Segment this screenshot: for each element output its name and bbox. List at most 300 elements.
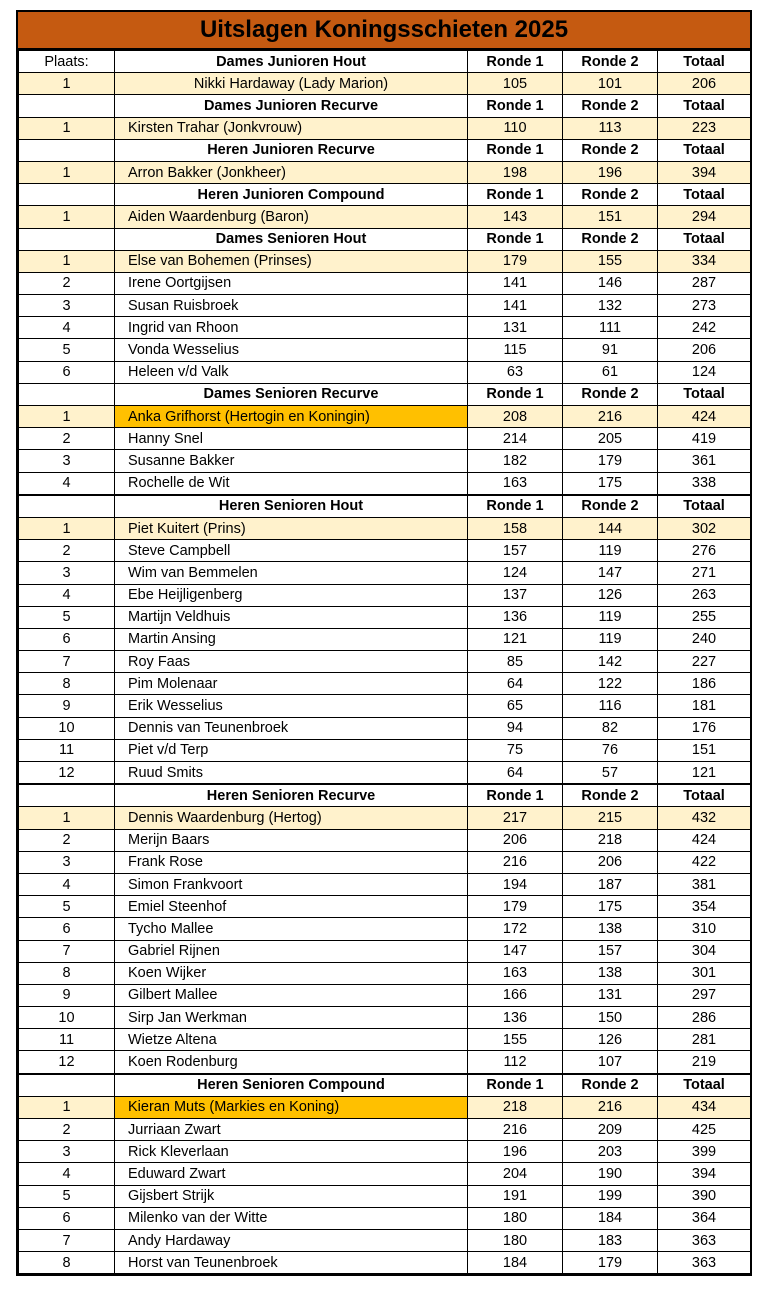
- round-2-score: 215: [563, 807, 658, 829]
- table-row: [19, 361, 751, 383]
- total-score: 240: [658, 628, 751, 650]
- table-row: [19, 984, 751, 1006]
- archer-name-cell: Ebe Heijligenberg: [115, 584, 468, 606]
- round-1-header: Ronde 1: [468, 95, 563, 117]
- round-2-score: 138: [563, 918, 658, 940]
- round-2-score: 203: [563, 1141, 658, 1163]
- category-header-row: [19, 495, 751, 518]
- place-cell: 11: [19, 739, 115, 761]
- table-row: [19, 1163, 751, 1185]
- round-2-header: Ronde 2: [563, 495, 658, 518]
- round-2-score: 183: [563, 1229, 658, 1251]
- round-2-score: 175: [563, 472, 658, 495]
- place-cell: 3: [19, 562, 115, 584]
- table-row: [19, 1007, 751, 1029]
- place-cell: 12: [19, 1051, 115, 1074]
- place-cell: 7: [19, 940, 115, 962]
- total-header: Totaal: [658, 95, 751, 117]
- total-score: 297: [658, 984, 751, 1006]
- place-cell: 1: [19, 1096, 115, 1118]
- place-cell: 5: [19, 1185, 115, 1207]
- table-row: [19, 628, 751, 650]
- round-2-score: 111: [563, 317, 658, 339]
- round-2-score: 218: [563, 829, 658, 851]
- total-score: 124: [658, 361, 751, 383]
- round-2-score: 131: [563, 984, 658, 1006]
- table-row: [19, 1207, 751, 1229]
- round-2-score: 126: [563, 584, 658, 606]
- total-score: 363: [658, 1252, 751, 1274]
- archer-name-cell: Frank Rose: [115, 851, 468, 873]
- archer-name-cell: Piet v/d Terp: [115, 739, 468, 761]
- empty-cell: [19, 184, 115, 206]
- round-1-score: 179: [468, 250, 563, 272]
- total-score: 263: [658, 584, 751, 606]
- round-1-score: 217: [468, 807, 563, 829]
- total-score: 276: [658, 540, 751, 562]
- total-score: 432: [658, 807, 751, 829]
- round-1-header: Ronde 1: [468, 184, 563, 206]
- total-score: 286: [658, 1007, 751, 1029]
- results-sheet: [16, 10, 752, 1276]
- archer-name-cell: Susan Ruisbroek: [115, 295, 468, 317]
- round-2-score: 190: [563, 1163, 658, 1185]
- category-header-row: [19, 784, 751, 807]
- table-row: [19, 762, 751, 785]
- round-1-score: 214: [468, 428, 563, 450]
- round-2-score: 76: [563, 739, 658, 761]
- table-row: [19, 606, 751, 628]
- winner-row: [19, 406, 751, 428]
- round-1-header: Ronde 1: [468, 784, 563, 807]
- archer-name-cell: Rochelle de Wit: [115, 472, 468, 495]
- round-1-header: Ronde 1: [468, 51, 563, 73]
- category-header-row: [19, 228, 751, 250]
- total-header: Totaal: [658, 51, 751, 73]
- total-score: 302: [658, 517, 751, 539]
- archer-name-cell: Sirp Jan Werkman: [115, 1007, 468, 1029]
- total-header: Totaal: [658, 495, 751, 518]
- total-score: 294: [658, 206, 751, 228]
- total-score: 334: [658, 250, 751, 272]
- total-score: 399: [658, 1141, 751, 1163]
- table-row: [19, 940, 751, 962]
- round-1-score: 112: [468, 1051, 563, 1074]
- category-header-row: [19, 95, 751, 117]
- empty-cell: [19, 383, 115, 405]
- round-1-score: 94: [468, 717, 563, 739]
- round-2-score: 91: [563, 339, 658, 361]
- round-2-score: 179: [563, 450, 658, 472]
- total-score: 310: [658, 918, 751, 940]
- table-row: [19, 1229, 751, 1251]
- place-cell: 4: [19, 1163, 115, 1185]
- archer-name-cell: Dennis Waardenburg (Hertog): [115, 807, 468, 829]
- round-1-score: 63: [468, 361, 563, 383]
- round-1-score: 216: [468, 1119, 563, 1141]
- round-1-score: 115: [468, 339, 563, 361]
- round-2-score: 101: [563, 73, 658, 95]
- table-row: [19, 873, 751, 895]
- round-1-score: 85: [468, 651, 563, 673]
- round-1-score: 166: [468, 984, 563, 1006]
- round-1-score: 137: [468, 584, 563, 606]
- table-row: [19, 472, 751, 495]
- table-row: [19, 272, 751, 294]
- winner-row: [19, 206, 751, 228]
- archer-name-cell: Wietze Altena: [115, 1029, 468, 1051]
- round-1-score: 64: [468, 673, 563, 695]
- archer-name-cell: Emiel Steenhof: [115, 896, 468, 918]
- category-header-row: [19, 184, 751, 206]
- archer-name-cell: Heleen v/d Valk: [115, 361, 468, 383]
- category-header-row: [19, 51, 751, 73]
- category-header-row: [19, 139, 751, 161]
- archer-name-cell: Simon Frankvoort: [115, 873, 468, 895]
- round-1-score: 155: [468, 1029, 563, 1051]
- round-2-score: 155: [563, 250, 658, 272]
- round-2-score: 184: [563, 1207, 658, 1229]
- total-score: 338: [658, 472, 751, 495]
- total-score: 361: [658, 450, 751, 472]
- place-cell: 5: [19, 606, 115, 628]
- round-1-score: 136: [468, 606, 563, 628]
- table-row: [19, 540, 751, 562]
- total-header: Totaal: [658, 139, 751, 161]
- archer-name-cell: Piet Kuitert (Prins): [115, 517, 468, 539]
- round-2-score: 175: [563, 896, 658, 918]
- archer-name-cell: Eduward Zwart: [115, 1163, 468, 1185]
- place-cell: 7: [19, 651, 115, 673]
- winner-row: [19, 117, 751, 139]
- place-cell: 9: [19, 984, 115, 1006]
- table-row: [19, 1141, 751, 1163]
- round-1-score: 121: [468, 628, 563, 650]
- total-score: 364: [658, 1207, 751, 1229]
- round-2-header: Ronde 2: [563, 95, 658, 117]
- empty-cell: [19, 784, 115, 807]
- total-header: Totaal: [658, 383, 751, 405]
- round-2-score: 82: [563, 717, 658, 739]
- round-2-score: 206: [563, 851, 658, 873]
- round-2-score: 61: [563, 361, 658, 383]
- place-cell: 1: [19, 406, 115, 428]
- total-score: 206: [658, 73, 751, 95]
- total-score: 304: [658, 940, 751, 962]
- round-1-score: 64: [468, 762, 563, 785]
- round-1-score: 131: [468, 317, 563, 339]
- total-header: Totaal: [658, 1074, 751, 1097]
- round-2-header: Ronde 2: [563, 1074, 658, 1097]
- winner-row: [19, 250, 751, 272]
- total-score: 273: [658, 295, 751, 317]
- round-1-score: 198: [468, 161, 563, 183]
- archer-name-cell: Kieran Muts (Markies en Koning): [115, 1096, 468, 1118]
- archer-name-cell: Arron Bakker (Jonkheer): [115, 161, 468, 183]
- round-1-score: 208: [468, 406, 563, 428]
- category-title: Dames Senioren Hout: [115, 228, 468, 250]
- place-cell: 12: [19, 762, 115, 785]
- total-score: 363: [658, 1229, 751, 1251]
- round-2-score: 179: [563, 1252, 658, 1274]
- place-cell: 4: [19, 873, 115, 895]
- empty-cell: [19, 495, 115, 518]
- round-1-header: Ronde 1: [468, 139, 563, 161]
- total-score: 381: [658, 873, 751, 895]
- total-score: 151: [658, 739, 751, 761]
- round-2-score: 151: [563, 206, 658, 228]
- archer-name-cell: Roy Faas: [115, 651, 468, 673]
- round-1-score: 206: [468, 829, 563, 851]
- archer-name-cell: Martijn Veldhuis: [115, 606, 468, 628]
- archer-name-cell: Ruud Smits: [115, 762, 468, 785]
- place-column-header: Plaats:: [19, 51, 115, 73]
- empty-cell: [19, 139, 115, 161]
- archer-name-cell: Ingrid van Rhoon: [115, 317, 468, 339]
- archer-name-cell: Irene Oortgijsen: [115, 272, 468, 294]
- round-2-score: 138: [563, 962, 658, 984]
- total-score: 242: [658, 317, 751, 339]
- round-2-score: 119: [563, 628, 658, 650]
- results-body: [19, 51, 751, 1274]
- round-2-header: Ronde 2: [563, 184, 658, 206]
- round-1-score: 105: [468, 73, 563, 95]
- round-1-score: 179: [468, 896, 563, 918]
- table-row: [19, 1252, 751, 1274]
- round-2-score: 119: [563, 540, 658, 562]
- archer-name-cell: Aiden Waardenburg (Baron): [115, 206, 468, 228]
- round-1-header: Ronde 1: [468, 1074, 563, 1097]
- round-1-score: 194: [468, 873, 563, 895]
- round-2-score: 147: [563, 562, 658, 584]
- table-row: [19, 1185, 751, 1207]
- archer-name-cell: Gilbert Mallee: [115, 984, 468, 1006]
- place-cell: 1: [19, 206, 115, 228]
- total-score: 206: [658, 339, 751, 361]
- round-2-score: 107: [563, 1051, 658, 1074]
- category-header-row: [19, 383, 751, 405]
- table-row: [19, 1119, 751, 1141]
- round-2-header: Ronde 2: [563, 51, 658, 73]
- page-title: Uitslagen Koningsschieten 2025: [18, 12, 750, 50]
- winner-row: [19, 807, 751, 829]
- round-1-score: 182: [468, 450, 563, 472]
- category-title: Heren Senioren Compound: [115, 1074, 468, 1097]
- table-row: [19, 1051, 751, 1074]
- total-header: Totaal: [658, 184, 751, 206]
- round-1-score: 180: [468, 1229, 563, 1251]
- archer-name-cell: Milenko van der Witte: [115, 1207, 468, 1229]
- place-cell: 6: [19, 628, 115, 650]
- total-score: 434: [658, 1096, 751, 1118]
- results-table: [18, 50, 751, 1274]
- round-1-score: 110: [468, 117, 563, 139]
- round-1-score: 136: [468, 1007, 563, 1029]
- round-1-score: 191: [468, 1185, 563, 1207]
- place-cell: 10: [19, 1007, 115, 1029]
- category-title: Dames Senioren Recurve: [115, 383, 468, 405]
- archer-name-cell: Kirsten Trahar (Jonkvrouw): [115, 117, 468, 139]
- place-cell: 1: [19, 161, 115, 183]
- archer-name-cell: Hanny Snel: [115, 428, 468, 450]
- place-cell: 2: [19, 272, 115, 294]
- round-2-score: 146: [563, 272, 658, 294]
- round-2-score: 126: [563, 1029, 658, 1051]
- place-cell: 4: [19, 584, 115, 606]
- place-cell: 1: [19, 73, 115, 95]
- round-2-header: Ronde 2: [563, 228, 658, 250]
- archer-name-cell: Pim Molenaar: [115, 673, 468, 695]
- category-title: Heren Senioren Hout: [115, 495, 468, 518]
- round-1-score: 143: [468, 206, 563, 228]
- total-score: 424: [658, 406, 751, 428]
- place-cell: 9: [19, 695, 115, 717]
- total-score: 390: [658, 1185, 751, 1207]
- place-cell: 7: [19, 1229, 115, 1251]
- place-cell: 2: [19, 829, 115, 851]
- round-1-score: 163: [468, 962, 563, 984]
- round-2-score: 216: [563, 1096, 658, 1118]
- table-row: [19, 584, 751, 606]
- round-1-score: 141: [468, 295, 563, 317]
- total-score: 394: [658, 161, 751, 183]
- archer-name-cell: Rick Kleverlaan: [115, 1141, 468, 1163]
- round-1-score: 124: [468, 562, 563, 584]
- place-cell: 5: [19, 896, 115, 918]
- round-1-score: 163: [468, 472, 563, 495]
- total-score: 121: [658, 762, 751, 785]
- place-cell: 2: [19, 540, 115, 562]
- place-cell: 6: [19, 361, 115, 383]
- category-title: Heren Junioren Recurve: [115, 139, 468, 161]
- table-row: [19, 896, 751, 918]
- place-cell: 1: [19, 250, 115, 272]
- round-2-header: Ronde 2: [563, 784, 658, 807]
- archer-name-cell: Dennis van Teunenbroek: [115, 717, 468, 739]
- place-cell: 2: [19, 428, 115, 450]
- archer-name-cell: Andy Hardaway: [115, 1229, 468, 1251]
- round-1-score: 204: [468, 1163, 563, 1185]
- place-cell: 3: [19, 1141, 115, 1163]
- round-2-score: 144: [563, 517, 658, 539]
- round-1-header: Ronde 1: [468, 228, 563, 250]
- round-2-score: 187: [563, 873, 658, 895]
- round-1-score: 158: [468, 517, 563, 539]
- place-cell: 8: [19, 673, 115, 695]
- round-2-score: 57: [563, 762, 658, 785]
- place-cell: 3: [19, 851, 115, 873]
- place-cell: 6: [19, 1207, 115, 1229]
- round-2-score: 216: [563, 406, 658, 428]
- empty-cell: [19, 1074, 115, 1097]
- round-2-score: 199: [563, 1185, 658, 1207]
- place-cell: 11: [19, 1029, 115, 1051]
- round-2-score: 132: [563, 295, 658, 317]
- winner-row: [19, 73, 751, 95]
- total-header: Totaal: [658, 228, 751, 250]
- total-score: 419: [658, 428, 751, 450]
- total-score: 424: [658, 829, 751, 851]
- place-cell: 4: [19, 317, 115, 339]
- category-header-row: [19, 1074, 751, 1097]
- round-1-score: 75: [468, 739, 563, 761]
- round-1-header: Ronde 1: [468, 495, 563, 518]
- winner-row: [19, 1096, 751, 1118]
- round-2-score: 142: [563, 651, 658, 673]
- place-cell: 3: [19, 295, 115, 317]
- round-1-score: 184: [468, 1252, 563, 1274]
- category-title: Dames Junioren Recurve: [115, 95, 468, 117]
- winner-row: [19, 517, 751, 539]
- table-row: [19, 851, 751, 873]
- archer-name-cell: Tycho Mallee: [115, 918, 468, 940]
- place-cell: 4: [19, 472, 115, 495]
- table-row: [19, 562, 751, 584]
- archer-name-cell: Gijsbert Strijk: [115, 1185, 468, 1207]
- table-row: [19, 962, 751, 984]
- archer-name-cell: Martin Ansing: [115, 628, 468, 650]
- round-2-score: 157: [563, 940, 658, 962]
- round-1-score: 157: [468, 540, 563, 562]
- archer-name-cell: Koen Rodenburg: [115, 1051, 468, 1074]
- archer-name-cell: Koen Wijker: [115, 962, 468, 984]
- place-cell: 1: [19, 117, 115, 139]
- total-score: 219: [658, 1051, 751, 1074]
- table-row: [19, 450, 751, 472]
- place-cell: 8: [19, 1252, 115, 1274]
- round-1-score: 216: [468, 851, 563, 873]
- total-score: 186: [658, 673, 751, 695]
- round-1-score: 172: [468, 918, 563, 940]
- category-title: Heren Junioren Compound: [115, 184, 468, 206]
- place-cell: 1: [19, 807, 115, 829]
- total-score: 255: [658, 606, 751, 628]
- table-row: [19, 717, 751, 739]
- total-score: 281: [658, 1029, 751, 1051]
- table-row: [19, 673, 751, 695]
- round-1-score: 65: [468, 695, 563, 717]
- category-title: Dames Junioren Hout: [115, 51, 468, 73]
- round-2-header: Ronde 2: [563, 139, 658, 161]
- archer-name-cell: Anka Grifhorst (Hertogin en Koningin): [115, 406, 468, 428]
- archer-name-cell: Jurriaan Zwart: [115, 1119, 468, 1141]
- round-2-score: 150: [563, 1007, 658, 1029]
- total-score: 287: [658, 272, 751, 294]
- table-row: [19, 317, 751, 339]
- place-cell: 3: [19, 450, 115, 472]
- table-row: [19, 428, 751, 450]
- round-2-header: Ronde 2: [563, 383, 658, 405]
- archer-name-cell: Steve Campbell: [115, 540, 468, 562]
- total-score: 394: [658, 1163, 751, 1185]
- round-2-score: 116: [563, 695, 658, 717]
- table-row: [19, 651, 751, 673]
- total-score: 223: [658, 117, 751, 139]
- total-score: 271: [658, 562, 751, 584]
- archer-name-cell: Nikki Hardaway (Lady Marion): [115, 73, 468, 95]
- total-score: 227: [658, 651, 751, 673]
- table-row: [19, 339, 751, 361]
- category-title: Heren Senioren Recurve: [115, 784, 468, 807]
- round-1-score: 180: [468, 1207, 563, 1229]
- round-1-score: 147: [468, 940, 563, 962]
- table-row: [19, 695, 751, 717]
- round-1-score: 218: [468, 1096, 563, 1118]
- round-2-score: 196: [563, 161, 658, 183]
- place-cell: 1: [19, 517, 115, 539]
- round-1-header: Ronde 1: [468, 383, 563, 405]
- place-cell: 5: [19, 339, 115, 361]
